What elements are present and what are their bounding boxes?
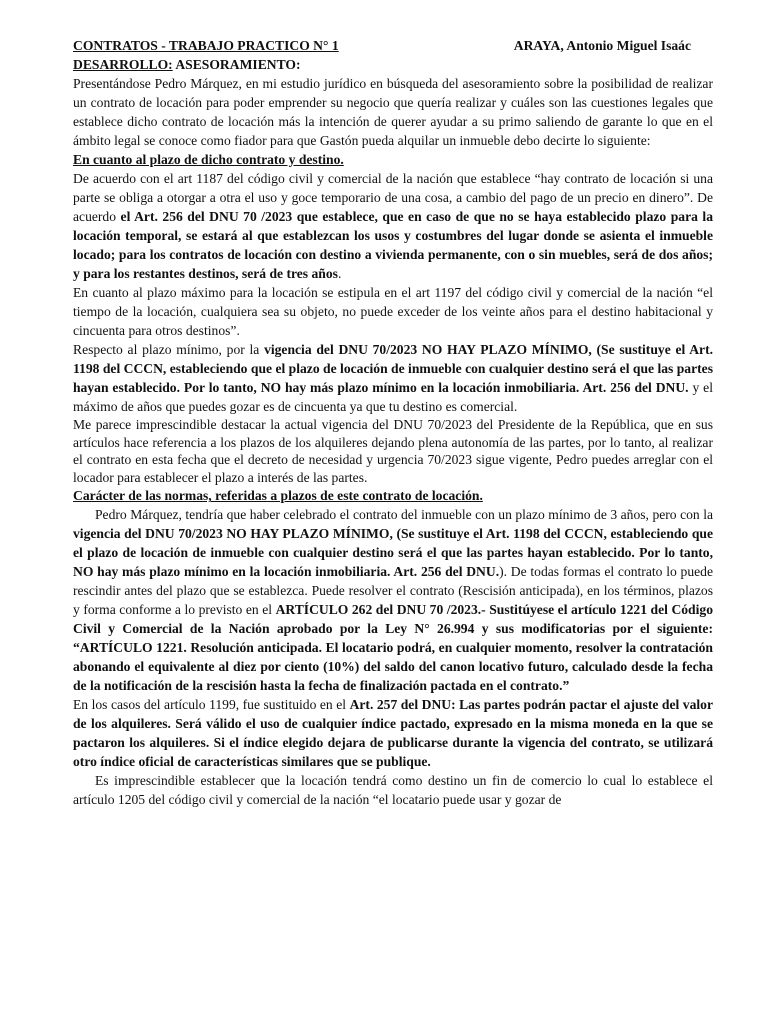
paragraph-bold-text: vigencia del DNU 70/2023 NO HAY PLAZO MÍNIMO, (Se sustituye el Art. 1198 del CCCN, estableciendo que el plazo de locación de inmueble con cualquier destino será el que las partes hayan establecido. Por lo tanto, NO hay más plazo mínimo en la locación inmobiliaria. Art. 256 del DNU. bbox=[73, 526, 713, 580]
paragraph-bold-text: ARTÍCULO 262 del DNU 70 /2023.- Sustitúyese el artículo 1221 del Código Civil y Comercial de la Nación aprobado por la Ley N° 26.994 y sus modificatorias por el siguiente: “ARTÍCULO 1221. Resolución anticipada. El locatario podrá, en cualquier momento, resolver la contratación abonando el equivalente al diez por ciento (10%) del saldo del canon locativo futuro, calculado desde la fecha de la notificación de la rescisión hasta la fecha de finalización pactada en el contrato.” bbox=[73, 602, 713, 694]
document-header bbox=[73, 36, 713, 55]
paragraph-art-1205: Es imprescindible establecer que la locación tendrá como destino un fin de comercio lo cual lo establece el artículo 1205 del código civil y comercial de la nación “el locatario puede usar y gozar de bbox=[73, 773, 713, 808]
section-heading-plazo: En cuanto al plazo de dicho contrato y destino. bbox=[73, 152, 344, 167]
paragraph-text: y el máximo de años que puedes gozar es de cincuenta ya que tu destino es comercial. bbox=[73, 380, 713, 414]
paragraph-pedro-marquez bbox=[73, 505, 713, 695]
paragraph-text: En los casos del artículo 1199, fue sustituido en el bbox=[73, 697, 350, 713]
paragraph-text: . bbox=[337, 266, 342, 281]
document-page bbox=[73, 36, 713, 809]
paragraph-plazo-minimo bbox=[73, 340, 713, 416]
development-subject: ASESORAMIENTO: bbox=[175, 57, 301, 72]
paragraph-bold-text: el Art. 256 del DNU 70 /2023 que establece, que en caso de que no se haya establecido plazo para la locación temporal, se estará al que establezcan los usos y costumbres del lugar donde se asienta el inmueble locado; para los contratos de locación con destino a vivienda permanente, con o sin muebles, será de dos años; y para los restantes destinos, será de tres años bbox=[73, 209, 713, 281]
development-heading bbox=[73, 55, 713, 74]
intro-paragraph: Presentándose Pedro Márquez, en mi estudio jurídico en búsqueda del asesoramiento sobre la posibilidad de realizar un contrato de locación para poder emprender su negocio que quería realizar y cuáles son las cuestiones legales que establece dicho contrato de locación más la intención de querer ayudar a su primo saliendo de garante lo que en el ámbito legal se conoce como fiador para que Gastón pueda alquilar un inmueble debo decirte lo siguiente: bbox=[73, 76, 713, 148]
document-title: CONTRATOS - TRABAJO PRACTICO N° 1 bbox=[73, 38, 339, 53]
paragraph-art-1187 bbox=[73, 169, 713, 283]
paragraph-dnu-vigencia: Me parece imprescindible destacar la actual vigencia del DNU 70/2023 del Presidente de la República, que en sus artículos hace referencia a los plazos de los alquileres dejando plena autonomía de las partes, por lo tanto, al realizar el contrato en esta fecha que el decreto de necesidad y urgencia 70/2023 sigue vigente, Pedro puedes arreglar con el locador para establecer el plazo a interés de las partes. bbox=[73, 417, 713, 485]
author-name: ARAYA, Antonio Miguel Isaác bbox=[513, 38, 691, 53]
paragraph-text: Pedro Márquez, tendría que haber celebrado el contrato del inmueble con un plazo mínimo de 3 años, pero con la bbox=[95, 507, 713, 523]
paragraph-bold-text: vigencia del DNU 70/2023 NO HAY PLAZO MÍNIMO, (Se sustituye el Art. 1198 del CCCN, estableciendo que el plazo de locación de inmueble con cualquier destino será el que las partes hayan establecido. Por lo tanto, NO hay más plazo mínimo en la locación inmobiliaria. Art. 256 del DNU. bbox=[73, 342, 714, 395]
paragraph-text: De acuerdo con el art 1187 del código civil y comercial de la nación que establece “hay contrato de locación si una parte se obliga a otorgar a otra el uso y goce temporario de una cosa, a cambio del pago de un precio en dinero”. De acuerdo bbox=[73, 171, 713, 224]
paragraph-text: ). De todas formas el contrato lo puede rescindir antes del plazo que se establezca. Puede resolver el contrato (Rescisión anticipada), en los términos, plazos y forma conforme a lo previsto en el bbox=[73, 564, 713, 618]
paragraph-art-1197: En cuanto al plazo máximo para la locación se estipula en el art 1197 del código civil y comercial de la nación “el tiempo de la locación, cualquiera sea su objeto, no puede exceder de los veinte años para el destino habitacional y cincuenta para otros destinos”. bbox=[73, 285, 713, 338]
paragraph-bold-text: Art. 257 del DNU: Las partes podrán pactar el ajuste del valor de los alquileres. Será válido el uso de cualquier índice pactado, expresado en la misma moneda en la que se pactaron los alquileres. Si el índice elegido dejara de publicarse durante la vigencia del contrato, se utilizará otro índice oficial de características similares que se publique. bbox=[73, 697, 713, 770]
paragraph-art-1199 bbox=[73, 695, 713, 771]
development-label: DESARROLLO: bbox=[73, 57, 173, 72]
section-heading-caracter: Carácter de las normas, referidas a plazos de este contrato de locación. bbox=[73, 488, 483, 504]
paragraph-text: Respecto al plazo mínimo, por la bbox=[73, 342, 265, 357]
